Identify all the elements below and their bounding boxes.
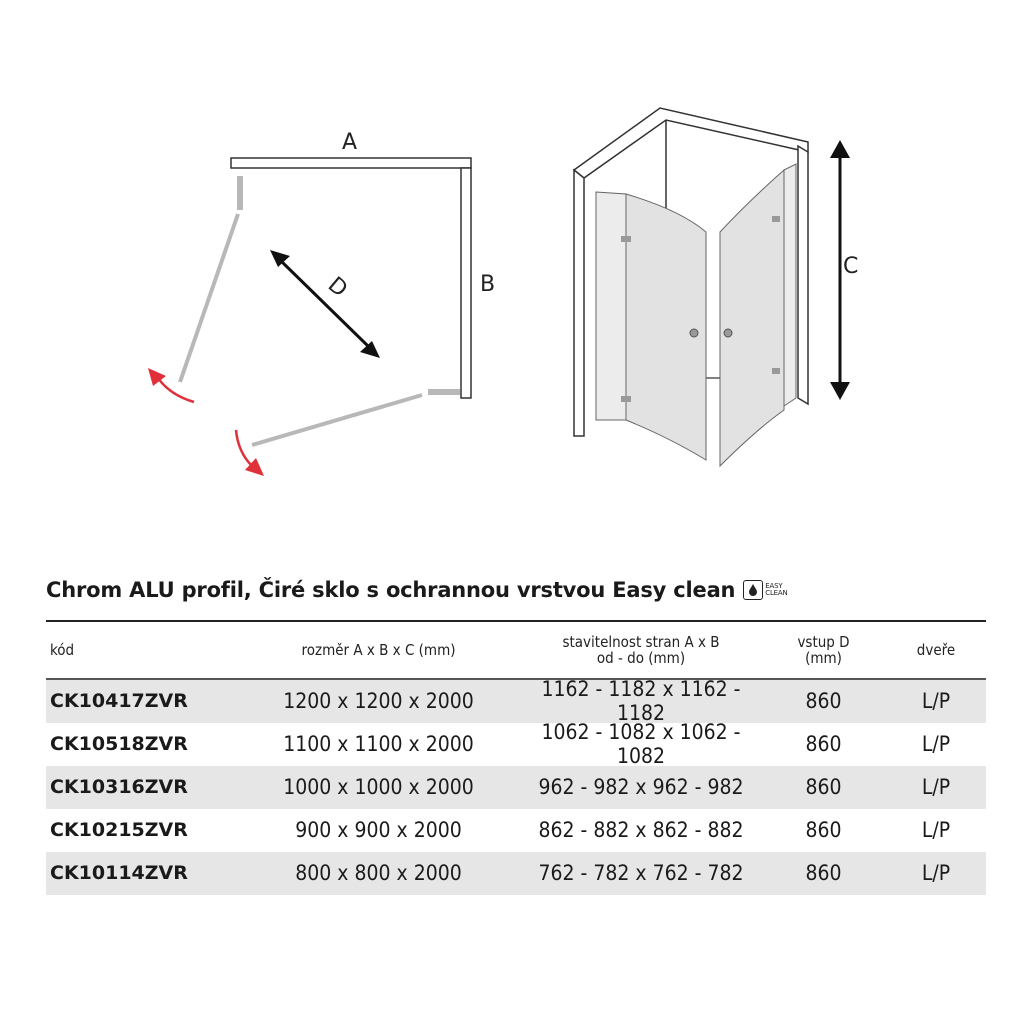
plan-swing-arrow-left xyxy=(158,378,194,402)
cell-door: L/P xyxy=(921,775,951,799)
persp-c-arrowhead-top xyxy=(830,140,850,158)
persp-right-door xyxy=(720,170,784,466)
table-header xyxy=(46,622,986,678)
persp-hinge-1 xyxy=(621,236,631,242)
header-entry xyxy=(761,634,886,666)
cell-code: CK10417ZVR xyxy=(50,690,188,712)
header-adjustability xyxy=(521,634,761,666)
cell-adjust: 762 - 782 x 762 - 782 xyxy=(538,861,744,885)
product-heading xyxy=(46,578,788,602)
persp-hinge-2 xyxy=(621,396,631,402)
plan-d-arrowhead-end xyxy=(360,341,380,358)
cell-entry: 860 xyxy=(805,861,842,885)
cell-door: L/P xyxy=(921,861,951,885)
persp-knob-right xyxy=(724,329,732,337)
plan-view xyxy=(148,158,471,476)
label-d: D xyxy=(322,272,353,303)
cell-door: L/P xyxy=(921,732,951,756)
cell-entry: 860 xyxy=(805,732,842,756)
cell-dimensions: 1100 x 1100 x 2000 xyxy=(283,732,474,756)
table-row xyxy=(46,809,986,852)
plan-wall-top xyxy=(231,158,471,168)
label-b: B xyxy=(480,272,496,297)
cell-code: CK10518ZVR xyxy=(50,733,188,755)
easy-clean-label xyxy=(765,583,787,597)
cell-entry: 860 xyxy=(805,689,842,713)
spec-table xyxy=(46,620,986,895)
plan-swing-arrow-bottom xyxy=(236,430,252,466)
label-a: A xyxy=(342,130,358,155)
cell-code: CK10114ZVR xyxy=(50,862,188,884)
heading-text: Chrom ALU profil, Čiré sklo s ochrannou vrstvou Easy clean xyxy=(46,578,736,602)
cell-dimensions: 900 x 900 x 2000 xyxy=(295,818,462,842)
cell-door: L/P xyxy=(921,689,951,713)
cell-entry: 860 xyxy=(805,818,842,842)
cell-code: CK10215ZVR xyxy=(50,819,188,841)
cell-adjust: 862 - 882 x 862 - 882 xyxy=(538,818,744,842)
cell-dimensions: 1200 x 1200 x 2000 xyxy=(283,689,474,713)
badge-line-2: CLEAN xyxy=(765,589,788,597)
header-dimensions: rozměr A x B x C (mm) xyxy=(301,641,456,659)
plan-d-arrowhead-start xyxy=(270,250,290,267)
header-code: kód xyxy=(50,641,75,659)
cell-dimensions: 800 x 800 x 2000 xyxy=(295,861,462,885)
label-c: C xyxy=(843,254,859,279)
persp-right-wall-post xyxy=(798,146,808,404)
table-row xyxy=(46,766,986,809)
plan-bottom-door xyxy=(252,395,422,445)
cell-adjust: 1062 - 1082 x 1062 - 1082 xyxy=(541,720,741,768)
persp-back-wall-top xyxy=(574,108,808,178)
persp-hinge-4 xyxy=(772,368,780,374)
badge-line-1: EASY xyxy=(765,582,783,590)
persp-left-door xyxy=(626,194,706,460)
header-door: dveře xyxy=(916,641,956,659)
cell-entry: 860 xyxy=(805,775,842,799)
persp-left-wall-post xyxy=(574,170,584,436)
table-row xyxy=(46,852,986,895)
header-adjust-line1: stavitelnost stran A x B xyxy=(562,633,720,651)
table-row xyxy=(46,720,986,768)
plan-d-arrow xyxy=(280,260,370,348)
cell-adjust: 962 - 982 x 962 - 982 xyxy=(538,775,744,799)
header-entry-line2: (mm) xyxy=(805,649,842,667)
persp-c-arrowhead-bottom xyxy=(830,382,850,400)
persp-hinge-3 xyxy=(772,216,780,222)
cell-adjust: 1162 - 1182 x 1162 - 1182 xyxy=(541,677,741,725)
cell-door: L/P xyxy=(921,818,951,842)
persp-right-fixed-panel xyxy=(784,164,796,406)
cell-code: CK10316ZVR xyxy=(50,776,188,798)
easy-clean-badge xyxy=(743,580,787,600)
perspective-view xyxy=(574,108,850,466)
header-adjust-line2: od - do (mm) xyxy=(596,649,686,667)
persp-left-fixed-panel xyxy=(596,192,626,420)
plan-wall-right xyxy=(461,168,471,398)
cell-dimensions: 1000 x 1000 x 2000 xyxy=(283,775,474,799)
plan-left-door xyxy=(180,214,238,382)
table-row xyxy=(46,677,986,725)
water-drop-icon xyxy=(743,580,763,600)
persp-knob-left xyxy=(690,329,698,337)
header-entry-line1: vstup D xyxy=(797,633,850,651)
